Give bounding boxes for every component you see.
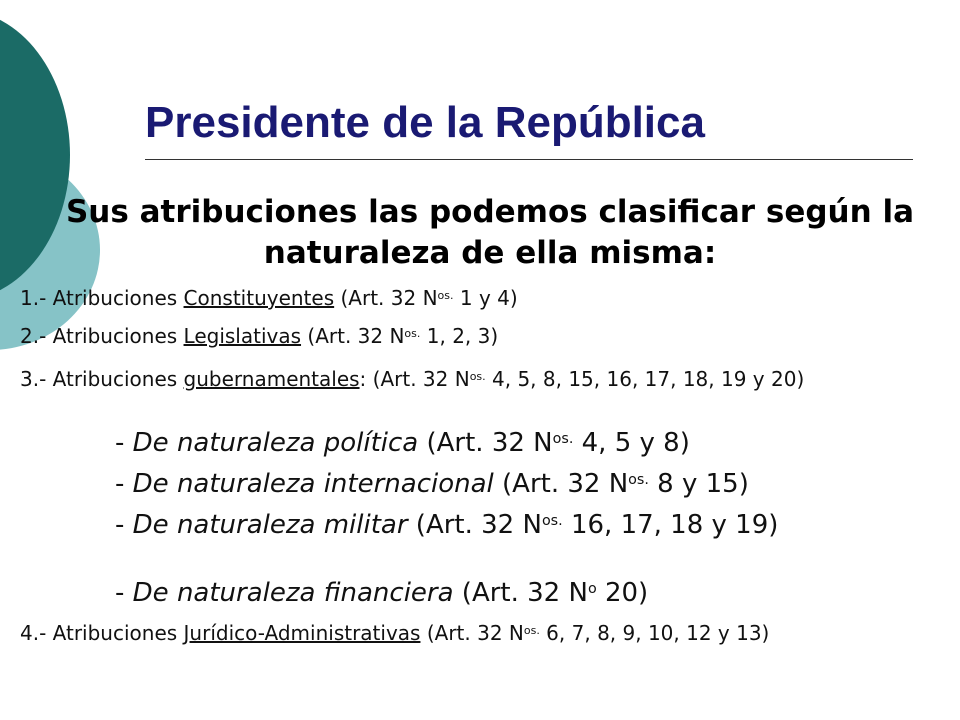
slide-subtitle: Sus atribuciones las podemos clasificar según la naturaleza de ella misma: xyxy=(65,194,915,271)
slide-title: Presidente de la República xyxy=(145,98,705,147)
sub-item-financiera: - De naturaleza financiera (Art. 32 $N^o$ 20) xyxy=(115,578,649,608)
title-underline xyxy=(145,159,913,160)
list-item-juridico-administrativas: 4.- Atribuciones Jurídico-Administrativas (Art. 32 $N^{os.}$ 6, 7, 8, 9, 10, 12 y 13) xyxy=(20,621,770,645)
sub-term-internacional: De naturaleza internacional xyxy=(132,469,494,499)
sub-term-politica: De naturaleza política xyxy=(132,428,419,458)
sub-term-militar: De naturaleza militar xyxy=(132,510,408,540)
list-item-legislativas: 2.- Atribuciones Legislativas (Art. 32 $N^{os.}$ 1, 2, 3) xyxy=(20,324,499,348)
term-legislativas: Legislativas xyxy=(183,324,302,348)
term-constituyentes: Constituyentes xyxy=(183,286,335,310)
term-juridico-administrativas: Jurídico-Administrativas xyxy=(183,621,421,645)
sub-item-politica: - De naturaleza política (Art. 32 $N^{os.}$ 4, 5 y 8) xyxy=(115,428,690,458)
term-gubernamentales: gubernamentales xyxy=(183,367,360,391)
sub-item-militar: - De naturaleza militar (Art. 32 $N^{os.}$ 16, 17, 18 y 19) xyxy=(115,510,779,540)
sub-term-financiera: De naturaleza financiera xyxy=(132,578,454,608)
sub-item-internacional: - De naturaleza internacional (Art. 32 $N^{os.}$ 8 y 15) xyxy=(115,469,749,499)
list-item-constituyentes: 1.- Atribuciones Constituyentes (Art. 32 $N^{os.}$ 1 y 4) xyxy=(20,286,518,310)
list-item-gubernamentales: 3.- Atribuciones gubernamentales: (Art. 32 $N^{os.}$ 4, 5, 8, 15, 16, 17, 18, 19 y 20) xyxy=(20,367,805,391)
